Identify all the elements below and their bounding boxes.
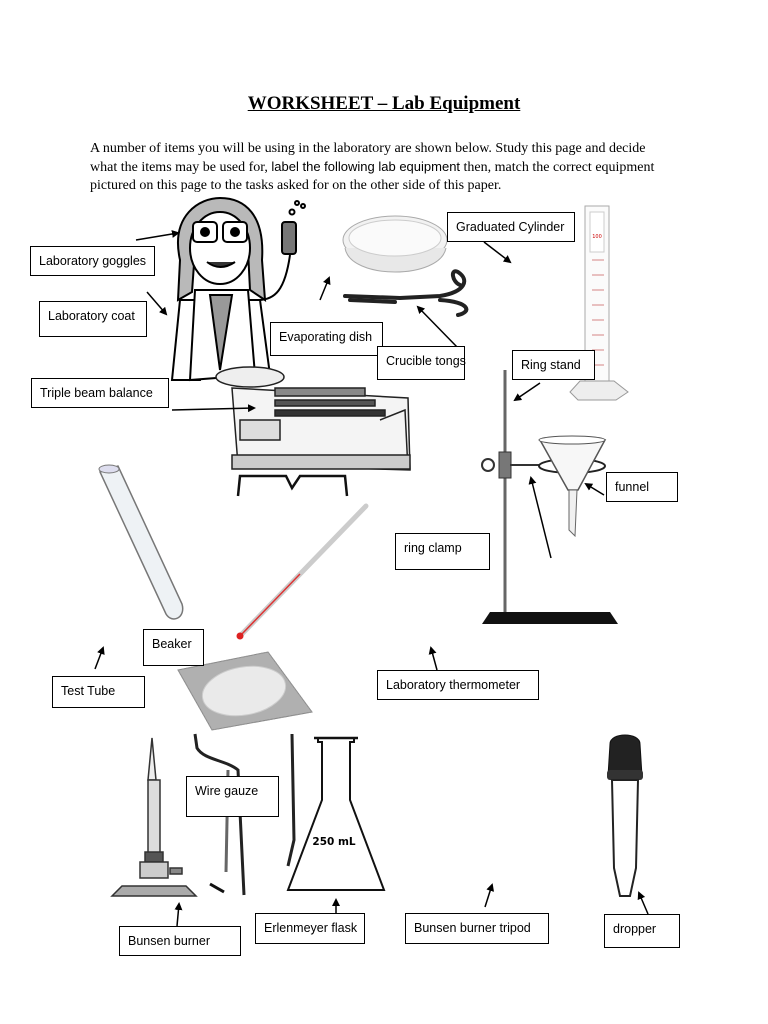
crucible-tongs-image: [345, 271, 466, 315]
label-laboratory-coat: Laboratory coat: [39, 301, 147, 337]
label-test-tube: Test Tube: [52, 676, 145, 708]
label-ring-clamp: ring clamp: [395, 533, 490, 570]
intro-text-1: A number of items you will be using in the laboratory are shown below. Study this page and decide what the items may be used for,: [90, 141, 646, 175]
label-graduated-cylinder: Graduated Cylinder: [447, 212, 575, 242]
label-erlenmeyer-flask: Erlenmeyer flask: [255, 913, 365, 944]
thermometer-image: [237, 506, 367, 640]
label-dropper: dropper: [604, 914, 680, 948]
evaporating-dish-image: [343, 216, 447, 272]
erlenmeyer-flask-image: [288, 738, 384, 890]
label-ring-stand: Ring stand: [512, 350, 595, 380]
label-crucible-tongs: Crucible tongs: [377, 346, 465, 380]
ring-stand-image: [482, 370, 618, 624]
label-funnel: funnel: [606, 472, 678, 502]
label-laboratory-goggles: Laboratory goggles: [30, 246, 155, 276]
label-evaporating-dish: Evaporating dish: [270, 322, 383, 356]
test-tube-image: [99, 465, 183, 619]
label-beaker: Beaker: [143, 629, 204, 666]
intro-text-sans: label the following lab equipment: [271, 159, 461, 174]
triple-beam-balance-image: [216, 367, 410, 470]
label-bunsen-burner-tripod: Bunsen burner tripod: [405, 913, 549, 944]
intro-text-2: then, match the correct equipment pictured on this page to the tasks asked for on the other side of this paper.: [90, 160, 655, 193]
flask-volume-marking: 250 mL: [312, 836, 356, 848]
dropper-image: [607, 735, 643, 896]
label-bunsen-burner: Bunsen burner: [119, 926, 241, 956]
label-triple-beam-balance: Triple beam balance: [31, 378, 169, 408]
worksheet-title: WORKSHEET – Lab Equipment: [247, 93, 521, 114]
label-wire-gauze: Wire gauze: [186, 776, 279, 817]
svg-text:100: 100: [592, 234, 602, 240]
label-laboratory-thermometer: Laboratory thermometer: [377, 670, 539, 700]
beaker-image: [238, 476, 347, 496]
bunsen-burner-image: [112, 738, 196, 896]
